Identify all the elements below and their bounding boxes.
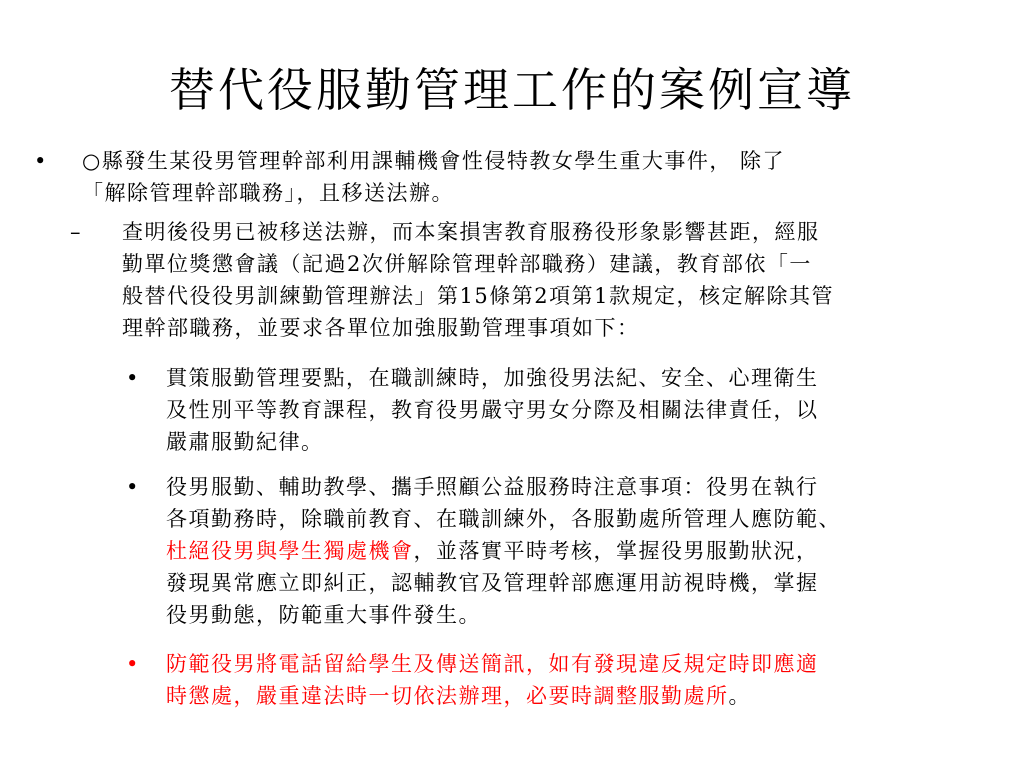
- sub-point: [122, 216, 834, 344]
- text-line: 勤單位獎懲會議（記過2次併解除管理幹部職務）建議，教育部依「一: [122, 252, 812, 276]
- text-line: 役男服勤、輔助教學、攜手照顧公益服務時注意事項：役男在執行: [166, 475, 819, 499]
- bullet-icon: •: [126, 475, 139, 499]
- highlight-text: 時懲處，嚴重違法時一切依法辦理，必要時調整服勤處所: [166, 684, 729, 708]
- main-point: [82, 145, 785, 209]
- slide-title: 替代役服勤管理工作的案例宣導: [169, 63, 855, 117]
- text-line: 查明後役男已被移送法辦，而本案損害教育服務役形象影響甚距，經服: [122, 220, 820, 244]
- text-line: 各項勤務時，除職前教育、在職訓練外，各服勤處所管理人應防範、: [166, 507, 841, 531]
- measure-1: [166, 362, 819, 458]
- measure-2: [166, 471, 841, 631]
- measure-3: [166, 648, 819, 712]
- bullet-icon: •: [126, 366, 139, 390]
- text-line: 理幹部職務，並要求各單位加強服勤管理事項如下：: [122, 316, 640, 340]
- dash-icon: –: [70, 220, 81, 244]
- highlight-text: 杜絕役男與學生獨處機會: [166, 539, 414, 563]
- text-line: 貫策服勤管理要點，在職訓練時，加強役男法紀、安全、心理衛生: [166, 366, 819, 390]
- text-segment: 。: [728, 684, 751, 708]
- text-line: 般替代役役男訓練勤管理辦法」第15條第2項第1款規定，核定解除其管: [122, 284, 834, 308]
- bullet-icon: •: [126, 652, 139, 676]
- text-line: 嚴肅服勤紀律。: [166, 430, 324, 454]
- text-line: [166, 680, 819, 712]
- text-line: [166, 535, 841, 567]
- text-line: ○縣發生某役男管理幹部利用課輔機會性侵特教女學生重大事件， 除了: [82, 149, 785, 173]
- bullet-icon: •: [34, 149, 47, 173]
- text-line: 役男動態，防範重大事件發生。: [166, 603, 481, 627]
- text-line: 及性別平等教育課程，教育役男嚴守男女分際及相關法律責任，以: [166, 398, 819, 422]
- text-line: 防範役男將電話留給學生及傳送簡訊，如有發現違反規定時即應適: [166, 652, 819, 676]
- text-line: 發現異常應立即糾正，認輔教官及管理幹部應運用訪視時機，掌握: [166, 571, 819, 595]
- text-segment: ，並落實平時考核，掌握役男服勤狀況，: [413, 539, 819, 563]
- text-line: 「解除管理幹部職務」，且移送法辦。: [82, 181, 454, 205]
